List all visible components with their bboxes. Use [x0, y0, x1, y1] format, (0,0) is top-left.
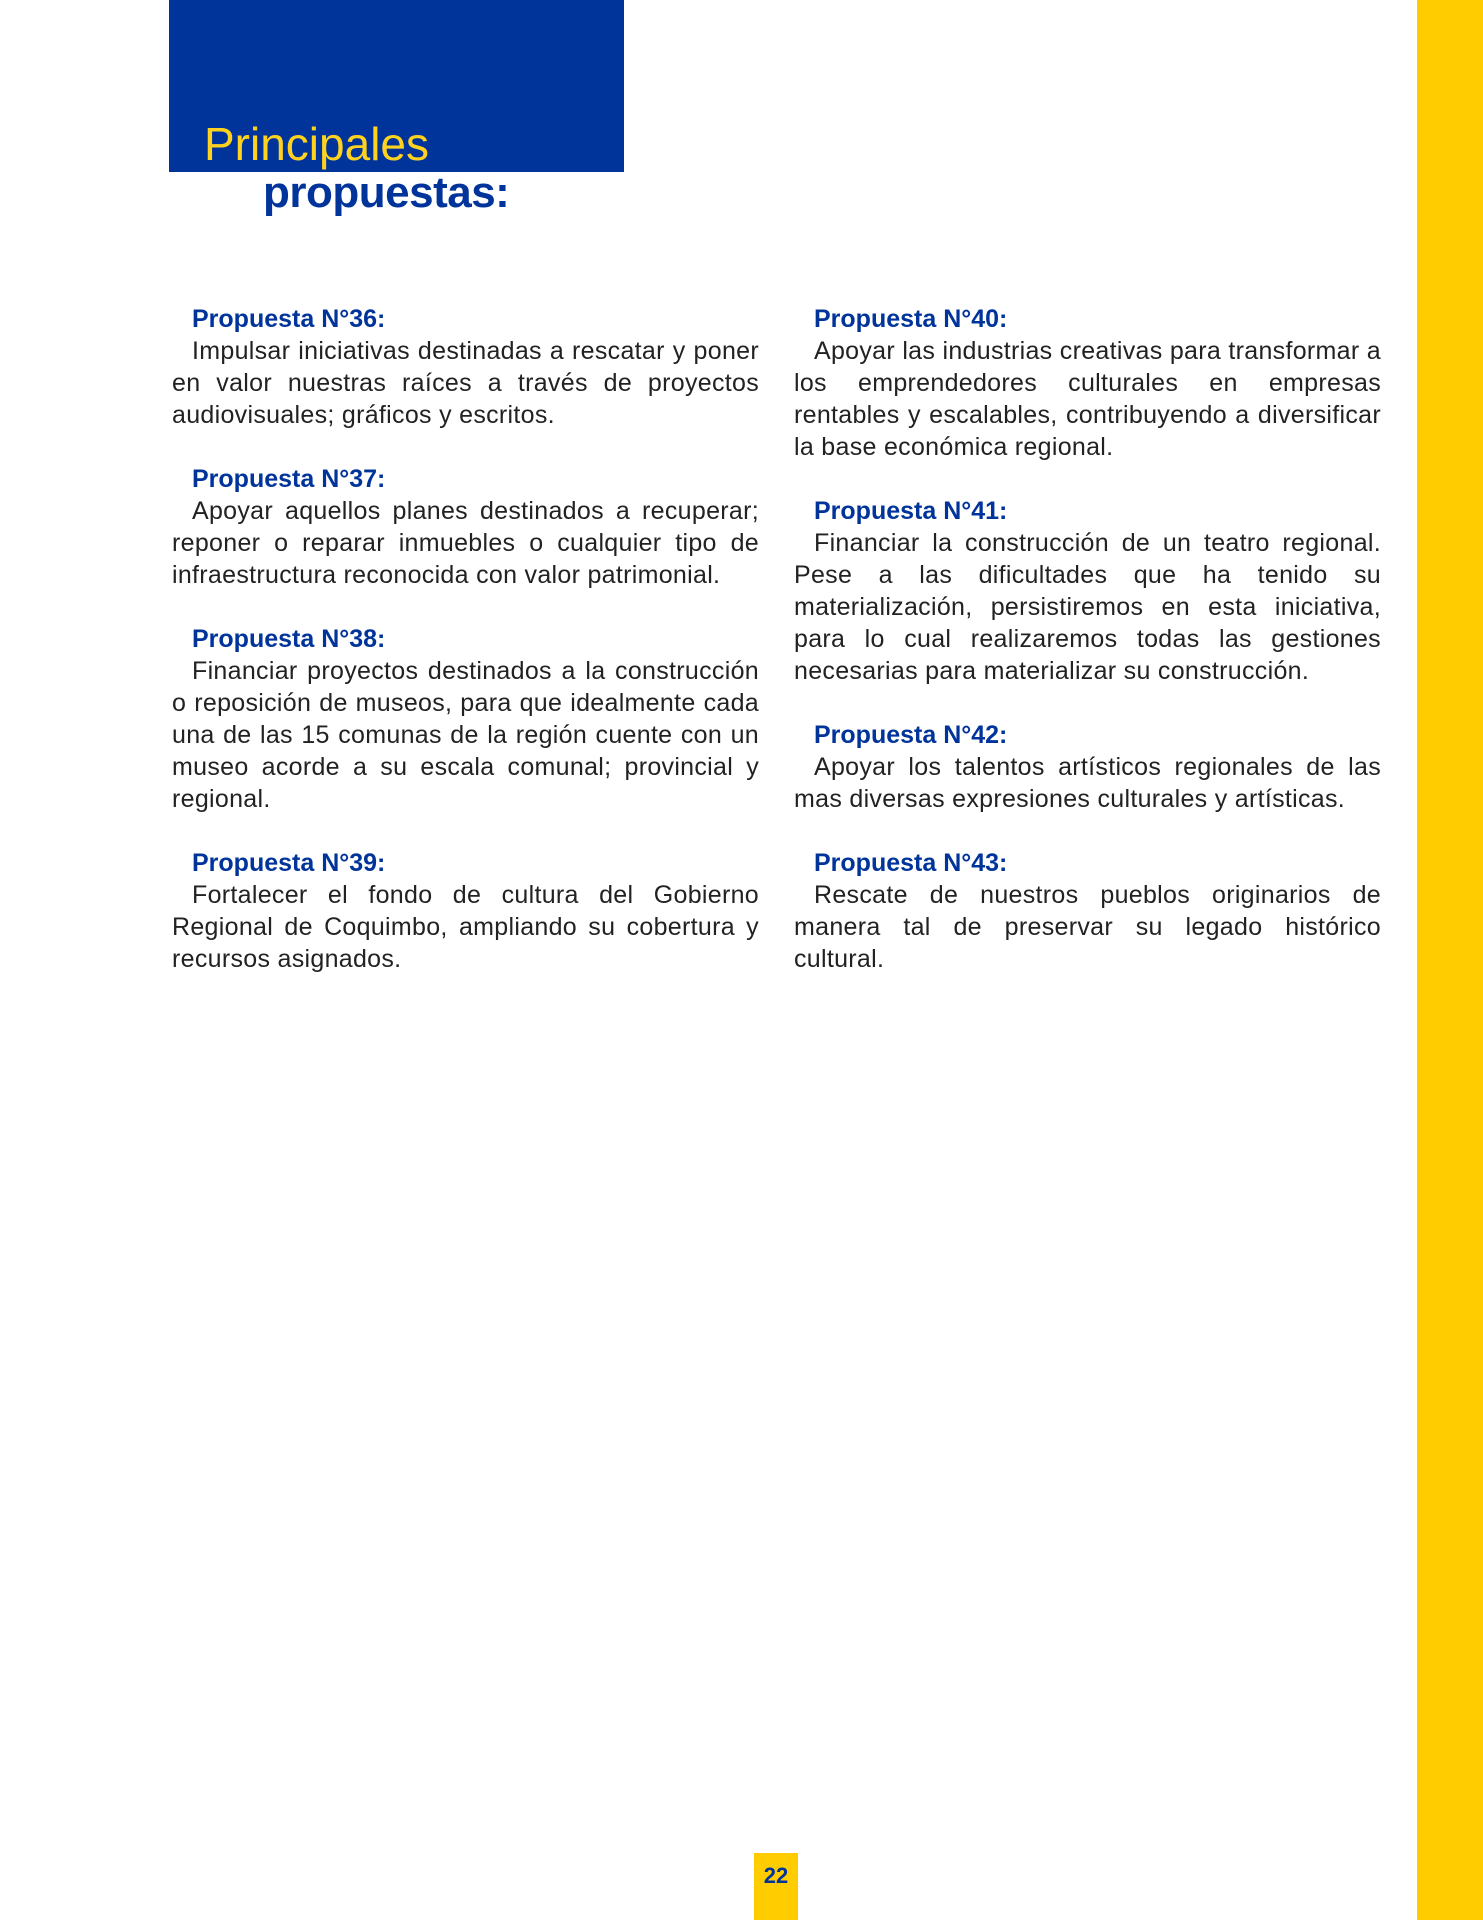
proposal-text: Impulsar iniciativas destinadas a rescatar y poner en valor nuestras raíces a través de proyectos audiovisuales; gráficos y escritos. [172, 337, 759, 429]
proposal-37 [172, 463, 759, 591]
proposal-43 [794, 847, 1381, 975]
right-column [794, 303, 1381, 1007]
proposal-heading: Propuesta N°37: [192, 465, 386, 493]
proposal-heading: Propuesta N°43: [814, 849, 1008, 877]
proposal-text: Apoyar los talentos artísticos regionales de las mas diversas expresiones culturales y artísticas. [794, 753, 1381, 813]
proposal-40 [794, 303, 1381, 463]
proposal-42 [794, 719, 1381, 815]
page-title-line2: propuestas: [263, 168, 510, 217]
left-column [172, 303, 759, 1007]
proposal-heading: Propuesta N°41: [814, 497, 1008, 525]
page-title-line1: Principales [204, 118, 429, 170]
proposal-heading: Propuesta N°36: [192, 305, 386, 333]
proposal-39 [172, 847, 759, 975]
proposal-text: Rescate de nuestros pueblos originarios de manera tal de preservar su legado histórico cultural. [794, 881, 1381, 973]
proposal-text: Financiar la construcción de un teatro regional. Pese a las dificultades que ha tenido su materialización, persistiremos en esta iniciativa, para lo cual realizaremos todas las gestiones necesarias para materializar su construcción. [794, 529, 1381, 685]
proposal-text: Fortalecer el fondo de cultura del Gobierno Regional de Coquimbo, ampliando su cobertura y recursos asignados. [172, 881, 759, 973]
proposal-heading: Propuesta N°39: [192, 849, 386, 877]
page-number: 22 [763, 1863, 789, 1888]
proposal-text: Financiar proyectos destinados a la construcción o reposición de museos, para que idealmente cada una de las 15 comunas de la región cuente con un museo acorde a su escala comunal; provincial y regional. [172, 657, 759, 813]
page-number-tab [754, 1853, 798, 1920]
proposal-38 [172, 623, 759, 815]
proposal-heading: Propuesta N°40: [814, 305, 1008, 333]
proposal-text: Apoyar aquellos planes destinados a recuperar; reponer o reparar inmuebles o cualquier tipo de infraestructura reconocida con valor patrimonial. [172, 497, 759, 589]
proposal-heading: Propuesta N°42: [814, 721, 1008, 749]
proposal-heading: Propuesta N°38: [192, 625, 386, 653]
proposal-text: Apoyar las industrias creativas para transformar a los emprendedores culturales en empresas rentables y escalables, contribuyendo a diversificar la base económica regional. [794, 337, 1381, 461]
proposal-41 [794, 495, 1381, 687]
proposal-36 [172, 303, 759, 431]
yellow-side-band [1417, 0, 1483, 1920]
